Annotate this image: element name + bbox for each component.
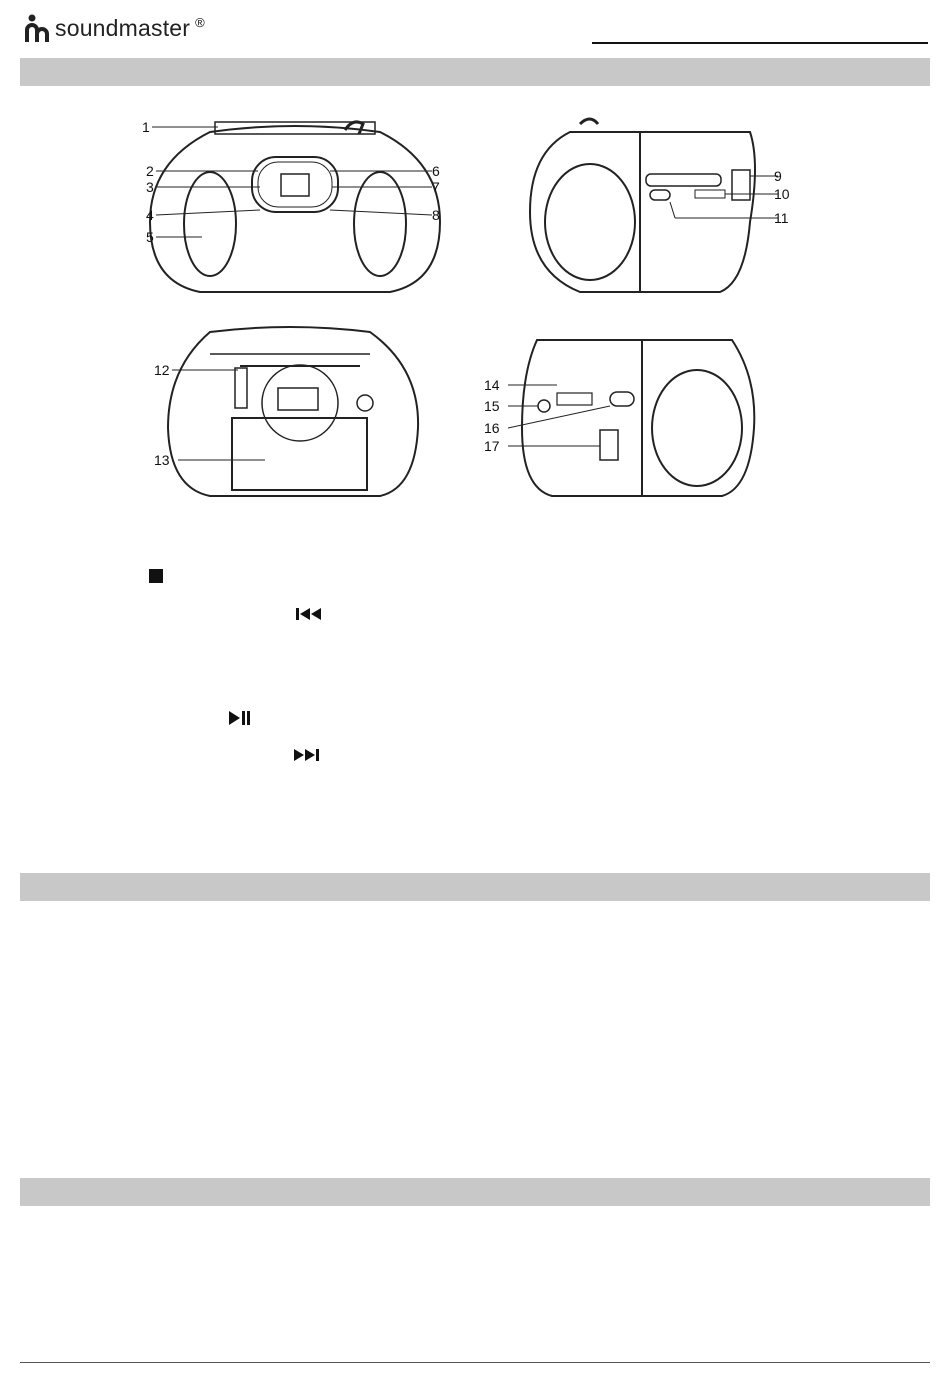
- section-bar-top: [20, 58, 930, 86]
- callout-16: 16: [484, 420, 500, 436]
- registered-mark: ®: [195, 14, 205, 30]
- callout-7: 7: [432, 179, 440, 195]
- callout-2: 2: [146, 163, 154, 179]
- figure-left-view: [482, 318, 782, 508]
- brand-logo: [22, 12, 205, 44]
- skip-forward-icon: [292, 748, 322, 762]
- callout-6: 6: [432, 163, 440, 179]
- callout-11: 11: [774, 210, 789, 226]
- callout-12: 12: [154, 362, 170, 378]
- callout-3: 3: [146, 179, 154, 195]
- callout-5: 5: [146, 229, 154, 245]
- callout-15: 15: [484, 398, 500, 414]
- stop-icon: [148, 568, 164, 584]
- footer-rule: [20, 1362, 930, 1363]
- callout-9: 9: [774, 168, 782, 184]
- play-pause-icon: [228, 710, 252, 726]
- section-bar-middle: [20, 873, 930, 901]
- callout-4: 4: [146, 207, 154, 223]
- brand-name: soundmaster: [55, 14, 191, 41]
- callout-1: 1: [142, 119, 150, 135]
- callout-10: 10: [774, 186, 790, 202]
- callout-13: 13: [154, 452, 170, 468]
- callout-8: 8: [432, 207, 440, 223]
- soundmaster-logo-icon: [22, 12, 52, 44]
- figure-right-view: [520, 112, 800, 302]
- skip-back-icon: [295, 607, 323, 621]
- section-bar-bottom: [20, 1178, 930, 1206]
- callout-14: 14: [484, 377, 500, 393]
- header-rule: [592, 42, 928, 44]
- callout-17: 17: [484, 438, 500, 454]
- figure-front-view: [140, 112, 450, 302]
- figure-back-view: [150, 318, 430, 508]
